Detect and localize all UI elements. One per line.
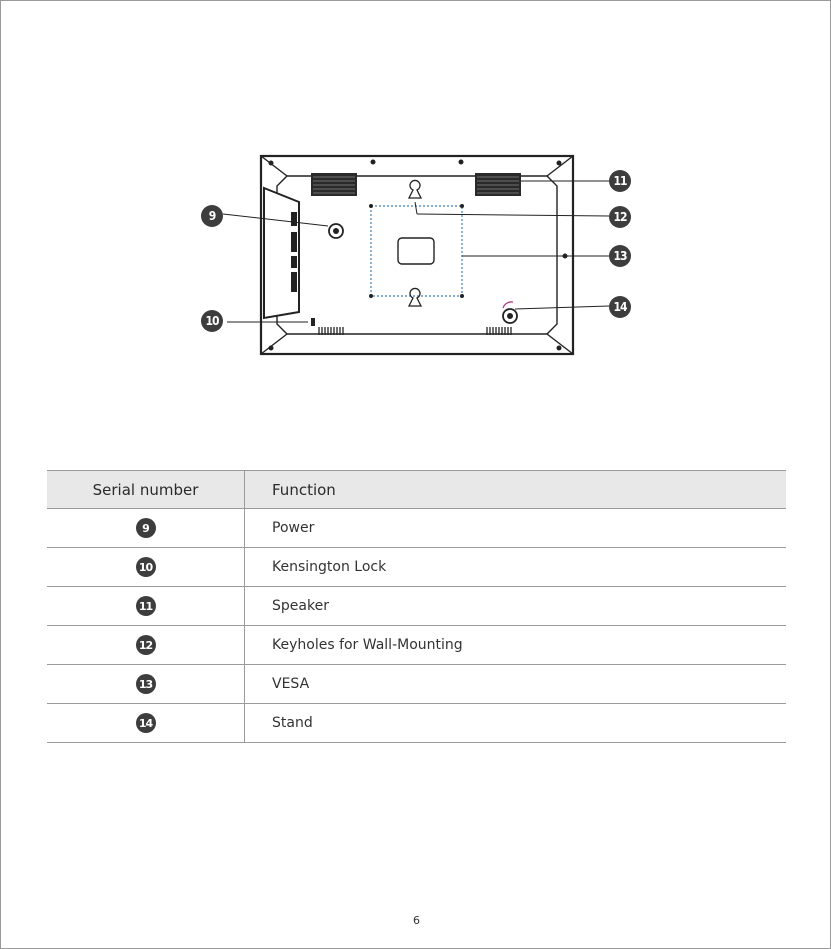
callout-12: 12 — [609, 206, 631, 228]
callout-14: 14 — [609, 296, 631, 318]
callout-10: 10 — [201, 310, 223, 332]
function-cell: Keyholes for Wall-Mounting — [245, 626, 787, 665]
function-table — [47, 470, 786, 743]
function-cell: Speaker — [245, 587, 787, 626]
vesa-area — [371, 206, 462, 296]
callout-13: 13 — [609, 245, 631, 267]
serial-badge: 13 — [136, 674, 156, 694]
function-cell: VESA — [245, 665, 787, 704]
function-cell: Kensington Lock — [245, 548, 787, 587]
kensington-lock — [311, 318, 315, 326]
device-back-diagram — [191, 146, 651, 371]
speaker-grille-right — [475, 173, 521, 196]
header-function: Function — [245, 471, 787, 509]
page-number: 6 — [413, 914, 420, 927]
function-cell: Stand — [245, 704, 787, 743]
table-row — [47, 704, 786, 743]
table-header-row — [47, 471, 786, 509]
table-row — [47, 626, 786, 665]
device-back-illustration — [191, 146, 651, 371]
table-row — [47, 509, 786, 548]
serial-badge: 12 — [136, 635, 156, 655]
serial-badge: 10 — [136, 557, 156, 577]
callout-9: 9 — [201, 205, 223, 227]
keyholes — [409, 180, 421, 306]
serial-badge: 9 — [136, 518, 156, 538]
table-row — [47, 587, 786, 626]
function-cell: Power — [245, 509, 787, 548]
speaker-grille-left — [311, 173, 357, 196]
header-serial-number: Serial number — [47, 471, 245, 509]
serial-badge: 14 — [136, 713, 156, 733]
table-row — [47, 665, 786, 704]
callout-11: 11 — [609, 170, 631, 192]
table-row — [47, 548, 786, 587]
serial-badge: 11 — [136, 596, 156, 616]
